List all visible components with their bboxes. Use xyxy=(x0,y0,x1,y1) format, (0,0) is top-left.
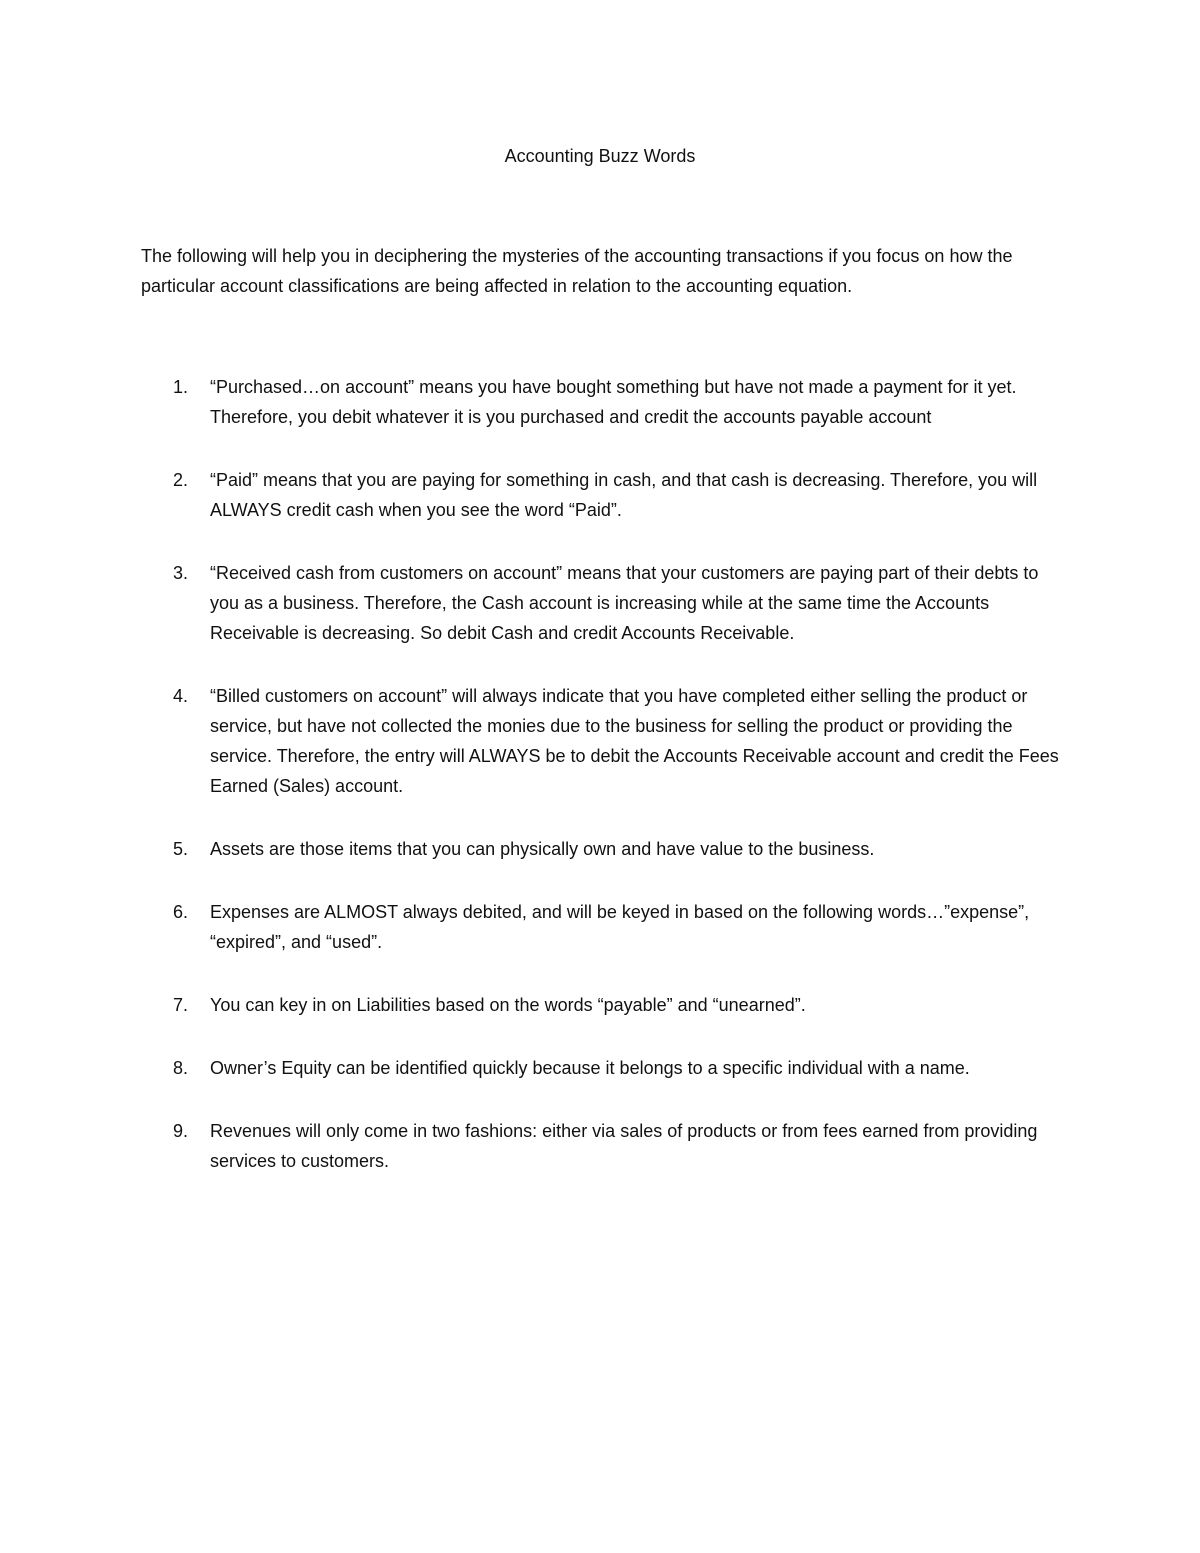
list-item-number: 7. xyxy=(173,995,189,1015)
list-item xyxy=(141,558,1061,648)
intro-paragraph xyxy=(141,241,1061,301)
list-item-number: 1. xyxy=(173,377,189,397)
list-item xyxy=(141,1116,1061,1176)
list-item xyxy=(141,834,1061,864)
buzz-words-list xyxy=(141,372,1061,1209)
list-item-text: “Purchased…on account” means you have bought something but have not made a payment for it yet. Therefore, you debit whatever it is you purchased and credit the accounts payable account xyxy=(210,377,1017,427)
list-item xyxy=(141,372,1061,432)
list-item-text: “Billed customers on account” will always indicate that you have completed either selling the product or service, but have not collected the monies due to the business for selling the product or providing the service. Therefore, the entry will ALWAYS be to debit the Accounts Receivable account and credit the Fees Earned (Sales) account. xyxy=(210,686,1059,796)
list-item-text: Revenues will only come in two fashions: either via sales of products or from fees earned from providing services to customers. xyxy=(210,1121,1038,1171)
list-item-text: Owner’s Equity can be identified quickly because it belongs to a specific individual with a name. xyxy=(210,1058,970,1078)
list-item-number: 3. xyxy=(173,563,189,583)
list-item xyxy=(141,897,1061,957)
list-item-text: Expenses are ALMOST always debited, and will be keyed in based on the following words…”expense”, “expired”, and “used”. xyxy=(210,902,1030,952)
intro-text: The following will help you in deciphering the mysteries of the accounting transactions if you focus on how the particular account classifications are being affected in relation to the accounting equation. xyxy=(141,246,1013,296)
list-item xyxy=(141,681,1061,801)
list-item-number: 5. xyxy=(173,839,189,859)
list-item-number: 4. xyxy=(173,686,189,706)
list-item xyxy=(141,990,1061,1020)
list-item-text: You can key in on Liabilities based on the words “payable” and “unearned”. xyxy=(210,995,806,1015)
list-item-number: 2. xyxy=(173,470,189,490)
list-item xyxy=(141,1053,1061,1083)
list-item-number: 6. xyxy=(173,902,189,922)
list-item-text: “Received cash from customers on account” means that your customers are paying part of their debts to you as a business. Therefore, the Cash account is increasing while at the same time the Accounts Receivable is decreasing. So debit Cash and credit Accounts Receivable. xyxy=(210,563,1039,643)
list-item-text: “Paid” means that you are paying for something in cash, and that cash is decreasing. Therefore, you will ALWAYS credit cash when you see the word “Paid”. xyxy=(210,470,1038,520)
list-item-number: 9. xyxy=(173,1121,189,1141)
list-item xyxy=(141,465,1061,525)
document-title: Accounting Buzz Words xyxy=(504,146,696,166)
list-item-text: Assets are those items that you can physically own and have value to the business. xyxy=(210,839,875,859)
list-item-number: 8. xyxy=(173,1058,189,1078)
